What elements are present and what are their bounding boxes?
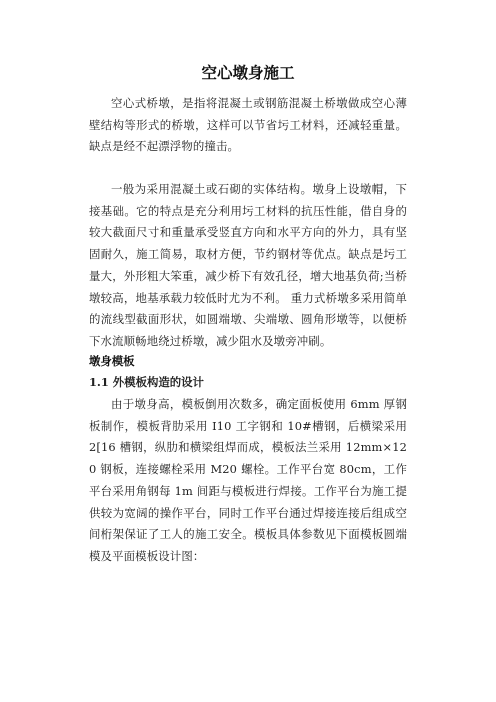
- section-heading: 墩身模板: [89, 354, 135, 368]
- intro-paragraph: 空心式桥墩，是指将混凝土或钢筋混凝土桥墩做成空心薄壁结构等形式的桥墩，这样可以节省圬工材料，还减轻重量。缺点是经不起漂浮物的撞击。: [89, 96, 407, 154]
- page-title: 空心墩身施工: [201, 64, 295, 82]
- body-paragraph: 一般为采用混凝土或石砌的实体结构。墩身上设墩帽，下接基础。它的特点是充分利用圬工材料的抗压性能，借自身的较大截面尺寸和重量承受竖直方向和水平方向的外力，具有坚固耐久，施工简易，取材方便，节约钢材等优点。缺点是圬工量大，外形粗大笨重，减少桥下有效孔径，增大地基负荷;当桥墩较高，地基承载力较低时尤为不利。 重力式桥墩多采用简单的流线型截面形状，如圆端墩、尖端墩、圆角形墩等，以便桥下水流顺畅地绕过桥墩，减少阻水及墩旁冲刷。: [89, 182, 407, 348]
- section-paragraph: 由于墩身高，模板倒用次数多，确定面板使用 6mm 厚钢板制作，模板背肋采用 I10 工字钢和 10#槽钢，后横梁采用 2[16 槽钢，纵肋和横梁组焊而成，模板法兰采用 12mm×120 钢板，连接螺栓采用 M20 螺栓。工作平台宽 80cm，工作平台采用角钢每 1m 间距与模板进行焊接。工作平台为施工提供较为宽阔的操作平台，同时工作平台通过焊接连接后组成空间桁架保证了工人的施工安全。模板具体参数见下面模板圆端模及平面模板设计图：: [89, 397, 407, 563]
- subsection-heading: 1.1 外模板构造的设计: [89, 375, 204, 389]
